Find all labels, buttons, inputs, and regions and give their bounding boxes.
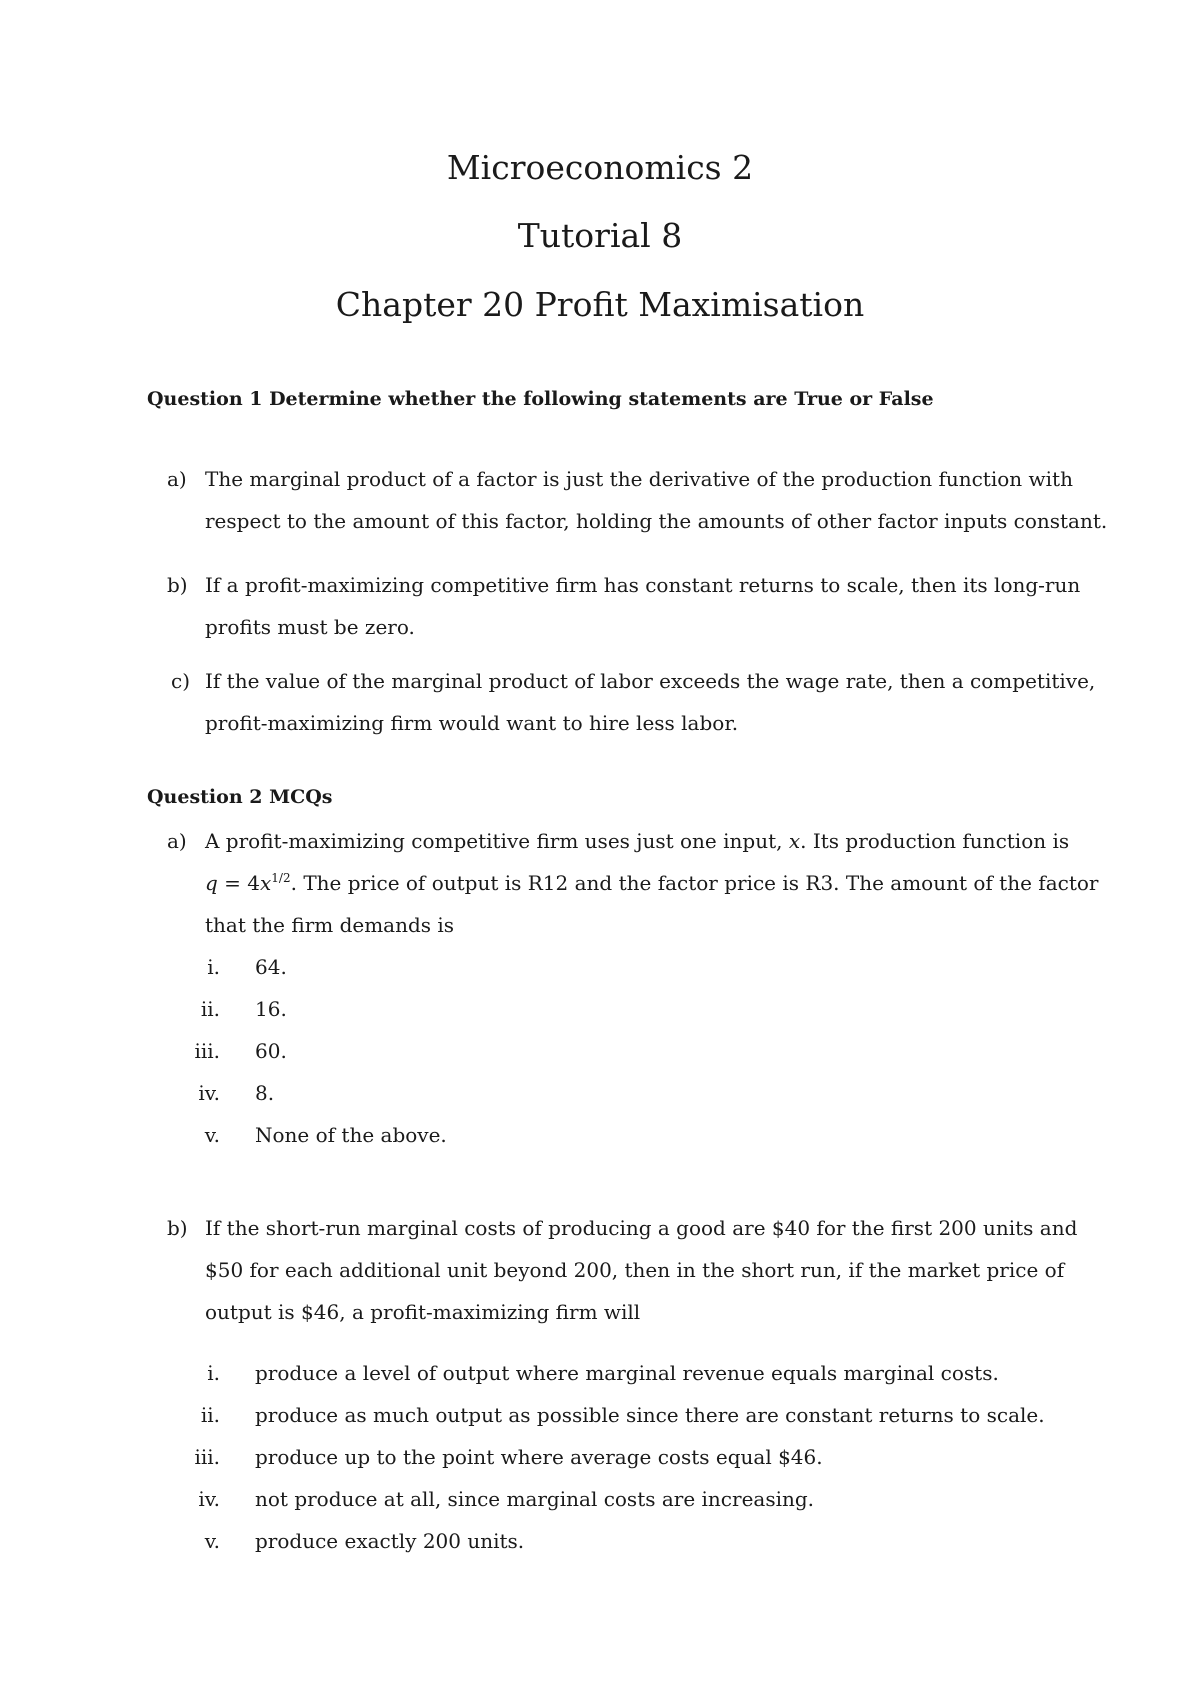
q2-a-option-1-num: i. <box>207 955 220 979</box>
q1-item-c-line-1: If the value of the marginal product of labor exceeds the wage rate, then a competitive, <box>205 669 1096 693</box>
q1-item-b-marker: b) <box>167 573 188 597</box>
q2-a-option-2-text: 16. <box>255 997 287 1021</box>
q2-a-line1-pre: A profit-maximizing competitive firm uses just one input, <box>205 829 789 853</box>
q1-item-c-line-2: profit-maximizing firm would want to hire less labor. <box>205 711 739 735</box>
q2-item-b-line-2: $50 for each additional unit beyond 200, then in the short run, if the market price of <box>205 1258 1065 1282</box>
q2-a-line1-post: . Its production function is <box>800 829 1070 853</box>
question-2-heading: Question 2 MCQs <box>147 786 333 808</box>
q2-a-option-4-text: 8. <box>255 1081 275 1105</box>
q2-a-option-2-num: ii. <box>200 997 220 1021</box>
q1-item-a-line-1: The marginal product of a factor is just the derivative of the production function with <box>205 467 1073 491</box>
q2-b-option-3-text: produce up to the point where average costs equal $46. <box>255 1445 823 1469</box>
q2-a-var-x2: x <box>260 871 272 895</box>
q2-a-option-5-num: v. <box>204 1123 220 1147</box>
q2-a-option-1-text: 64. <box>255 955 287 979</box>
q2-b-option-3-num: iii. <box>194 1445 220 1469</box>
q2-a-option-4-num: iv. <box>198 1081 220 1105</box>
q2-a-option-3-text: 60. <box>255 1039 287 1063</box>
q2-a-var-x: x <box>788 829 801 853</box>
q2-item-b-line-3: output is $46, a profit-maximizing firm will <box>205 1300 641 1324</box>
tutorial-title: Tutorial 8 <box>517 216 683 255</box>
q2-b-option-1-num: i. <box>207 1361 220 1385</box>
q1-item-a-line-2: respect to the amount of this factor, holding the amounts of other factor inputs constant. <box>205 509 1108 533</box>
q2-a-exponent: 1/2 <box>271 871 291 885</box>
q2-a-equals: = 4 <box>217 871 261 895</box>
q2-item-a-line-1 <box>205 820 1069 862</box>
q1-item-c-marker: c) <box>171 669 191 693</box>
q2-item-a-marker: a) <box>167 829 187 853</box>
q2-a-option-3-num: iii. <box>194 1039 220 1063</box>
q2-item-a-line-3: that the firm demands is <box>205 913 455 937</box>
q2-b-option-5-text: produce exactly 200 units. <box>255 1529 525 1553</box>
q1-item-b-line-1: If a profit-maximizing competitive firm has constant returns to scale, then its long-run <box>205 573 1081 597</box>
q2-b-option-4-text: not produce at all, since marginal costs are increasing. <box>255 1487 815 1511</box>
q1-item-a-marker: a) <box>167 467 187 491</box>
q2-a-var-q: q <box>205 871 218 895</box>
q2-b-option-5-num: v. <box>204 1529 220 1553</box>
q2-a-line2-post: . The price of output is R12 and the factor price is R3. The amount of the factor <box>290 871 1099 895</box>
q2-b-option-1-text: produce a level of output where marginal revenue equals marginal costs. <box>255 1361 999 1385</box>
chapter-title: Chapter 20 Profit Maximisation <box>335 285 865 324</box>
course-title: Microeconomics 2 <box>446 148 754 187</box>
q2-item-a-line-2 <box>205 862 1098 904</box>
q1-item-b-line-2: profits must be zero. <box>205 615 415 639</box>
question-1-heading: Question 1 Determine whether the following statements are True or False <box>147 388 934 410</box>
q2-b-option-2-text: produce as much output as possible since there are constant returns to scale. <box>255 1403 1045 1427</box>
q2-item-b-marker: b) <box>167 1216 188 1240</box>
q2-b-option-4-num: iv. <box>198 1487 220 1511</box>
q2-item-b-line-1: If the short-run marginal costs of producing a good are $40 for the first 200 units and <box>205 1216 1078 1240</box>
q2-b-option-2-num: ii. <box>200 1403 220 1427</box>
q2-a-option-5-text: None of the above. <box>255 1123 447 1147</box>
